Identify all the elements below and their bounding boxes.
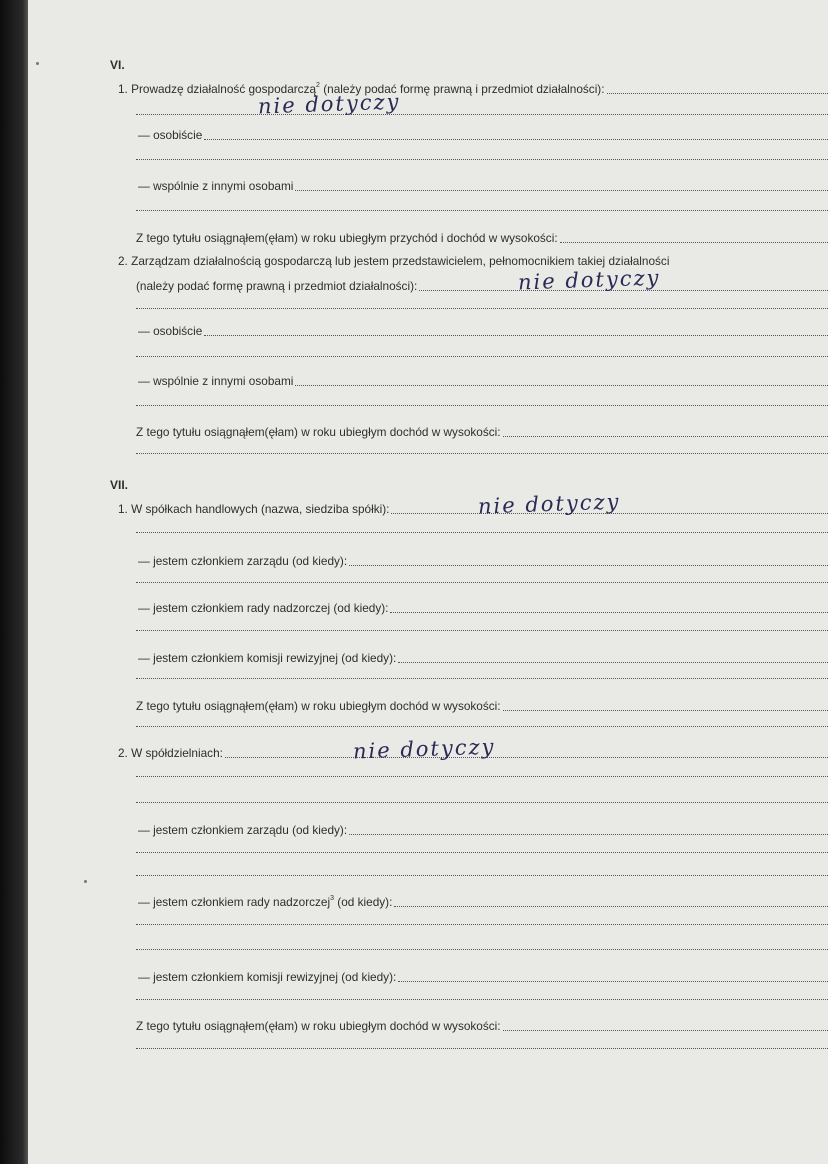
vii-1-label-line [118, 502, 828, 516]
vi-2-jointly-line [138, 374, 828, 388]
vi-1-label: 1. Prowadzę działalność gospodarczą [118, 82, 317, 96]
vii-2-supervisory-fill-line-1[interactable] [136, 922, 828, 925]
scan-speck [84, 880, 87, 883]
vii-1-income-fill-line[interactable] [136, 724, 828, 727]
vii-2-income-line [136, 1019, 828, 1033]
vii-2-income-label: Z tego tytułu osiągnąłem(ęłam) w roku ubiegłym dochód w wysokości: [136, 1019, 501, 1033]
vi-1-jointly-field[interactable] [295, 189, 828, 191]
vi-2-jointly-field[interactable] [295, 384, 828, 386]
handwritten-not-applicable: nie dotyczy [352, 734, 496, 764]
vii-2-board-fill-line-2[interactable] [136, 873, 828, 876]
vii-2-income-fill-line[interactable] [136, 1046, 828, 1049]
vii-1-board-field[interactable] [349, 564, 828, 566]
vi-1-jointly-fill-line[interactable] [136, 208, 828, 211]
vii-1-audit-field[interactable] [398, 661, 828, 663]
vii-2-fill-field[interactable] [225, 756, 828, 758]
footnote-ref: 3 [330, 895, 335, 902]
vi-1-personally-field[interactable] [204, 138, 828, 140]
vi-1-personally-line [138, 128, 828, 142]
vii-2-fill-line-1[interactable] [136, 774, 828, 777]
vii-1-fill-line[interactable] [136, 530, 828, 533]
handwritten-not-applicable: nie dotyczy [477, 489, 621, 519]
vii-1-supervisory-label: — jestem członkiem rady nadzorczej (od kiedy): [138, 601, 389, 615]
vi-2-income-line [136, 425, 828, 439]
section-vi-heading: VI. [110, 58, 125, 72]
vi-1-fill-line[interactable] [136, 112, 828, 115]
vii-2-board-fill-line-1[interactable] [136, 850, 828, 853]
vii-2-audit-field[interactable] [398, 980, 828, 982]
handwritten-not-applicable: nie dotyczy [517, 265, 661, 295]
vi-2-income-fill-line[interactable] [136, 451, 828, 454]
vi-2-jointly-label: — wspólnie z innymi osobami [138, 374, 294, 388]
vi-1-fill-field[interactable] [607, 92, 828, 94]
vi-2-label-line1 [118, 254, 828, 268]
vi-2-jointly-fill-line[interactable] [136, 403, 828, 406]
vi-1-personally-label: — osobiście [138, 128, 203, 142]
vi-1-personally-fill-line[interactable] [136, 157, 828, 160]
vi-1-jointly-label: — wspólnie z innymi osobami [138, 179, 294, 193]
vii-2-board-line [138, 823, 828, 837]
vi-2-label-cont: (należy podać formę prawną i przedmiot działalności): [136, 279, 418, 293]
vii-2-audit-label: — jestem członkiem komisji rewizyjnej (od kiedy): [138, 970, 397, 984]
vii-1-supervisory-field[interactable] [390, 611, 828, 613]
vi-1-jointly-line [138, 179, 828, 193]
vii-1-board-line [138, 554, 828, 568]
vii-2-audit-fill-line[interactable] [136, 997, 828, 1000]
vi-2-personally-field[interactable] [204, 334, 828, 336]
scan-speck [36, 62, 39, 65]
vii-1-board-fill-line[interactable] [136, 580, 828, 583]
vii-1-audit-line [138, 651, 828, 665]
vii-1-supervisory-line [138, 601, 828, 615]
vii-1-income-label: Z tego tytułu osiągnąłem(ęłam) w roku ubiegłym dochód w wysokości: [136, 699, 501, 713]
vi-1-income-field[interactable] [560, 241, 828, 243]
vii-2-supervisory-suffix: (od kiedy): [334, 895, 393, 909]
vi-2-income-field[interactable] [503, 435, 828, 437]
vii-1-supervisory-fill-line[interactable] [136, 628, 828, 631]
vii-1-income-field[interactable] [503, 709, 828, 711]
vii-2-fill-line-2[interactable] [136, 800, 828, 803]
section-vii-heading: VII. [110, 478, 129, 492]
vi-2-fill-line[interactable] [136, 306, 828, 309]
vii-1-label: 1. W spółkach handlowych (nazwa, siedziba spółki): [118, 502, 390, 516]
vi-2-personally-label: — osobiście [138, 324, 203, 338]
vii-1-audit-fill-line[interactable] [136, 676, 828, 679]
scan-dark-edge [0, 0, 28, 1164]
vii-1-audit-label: — jestem członkiem komisji rewizyjnej (od kiedy): [138, 651, 397, 665]
vii-2-supervisory-field[interactable] [394, 905, 828, 907]
vi-1-label-line [118, 82, 828, 96]
handwritten-not-applicable: nie dotyczy [257, 89, 401, 119]
declaration-form-page [28, 0, 828, 1164]
vi-1-income-label: Z tego tytułu osiągnąłem(ęłam) w roku ubiegłym przychód i dochód w wysokości: [136, 231, 558, 245]
vi-1-label-suffix: (należy podać formę prawną i przedmiot działalności): [319, 82, 605, 96]
vi-2-personally-line [138, 324, 828, 338]
vii-1-income-line [136, 699, 828, 713]
vi-2-label: 2. Zarządzam działalnością gospodarczą lub jestem przedstawicielem, pełnomocnikiem takiej działalności [118, 254, 670, 268]
vii-2-supervisory-line [138, 895, 828, 909]
vii-2-label: 2. W spółdzielniach: [118, 746, 223, 760]
vii-2-audit-line [138, 970, 828, 984]
footnote-ref: 2 [316, 82, 320, 89]
vii-2-income-field[interactable] [503, 1029, 828, 1031]
vi-1-income-line [136, 231, 828, 245]
vi-2-label-line2 [136, 279, 828, 293]
vi-2-income-label: Z tego tytułu osiągnąłem(ęłam) w roku ubiegłym dochód w wysokości: [136, 425, 501, 439]
vii-1-board-label: — jestem członkiem zarządu (od kiedy): [138, 554, 348, 568]
vii-2-board-label: — jestem członkiem zarządu (od kiedy): [138, 823, 348, 837]
vii-2-supervisory-fill-line-2[interactable] [136, 947, 828, 950]
vi-2-personally-fill-line[interactable] [136, 354, 828, 357]
vii-2-board-field[interactable] [349, 833, 828, 835]
vii-2-supervisory-label: — jestem członkiem rady nadzorczej [138, 895, 331, 909]
